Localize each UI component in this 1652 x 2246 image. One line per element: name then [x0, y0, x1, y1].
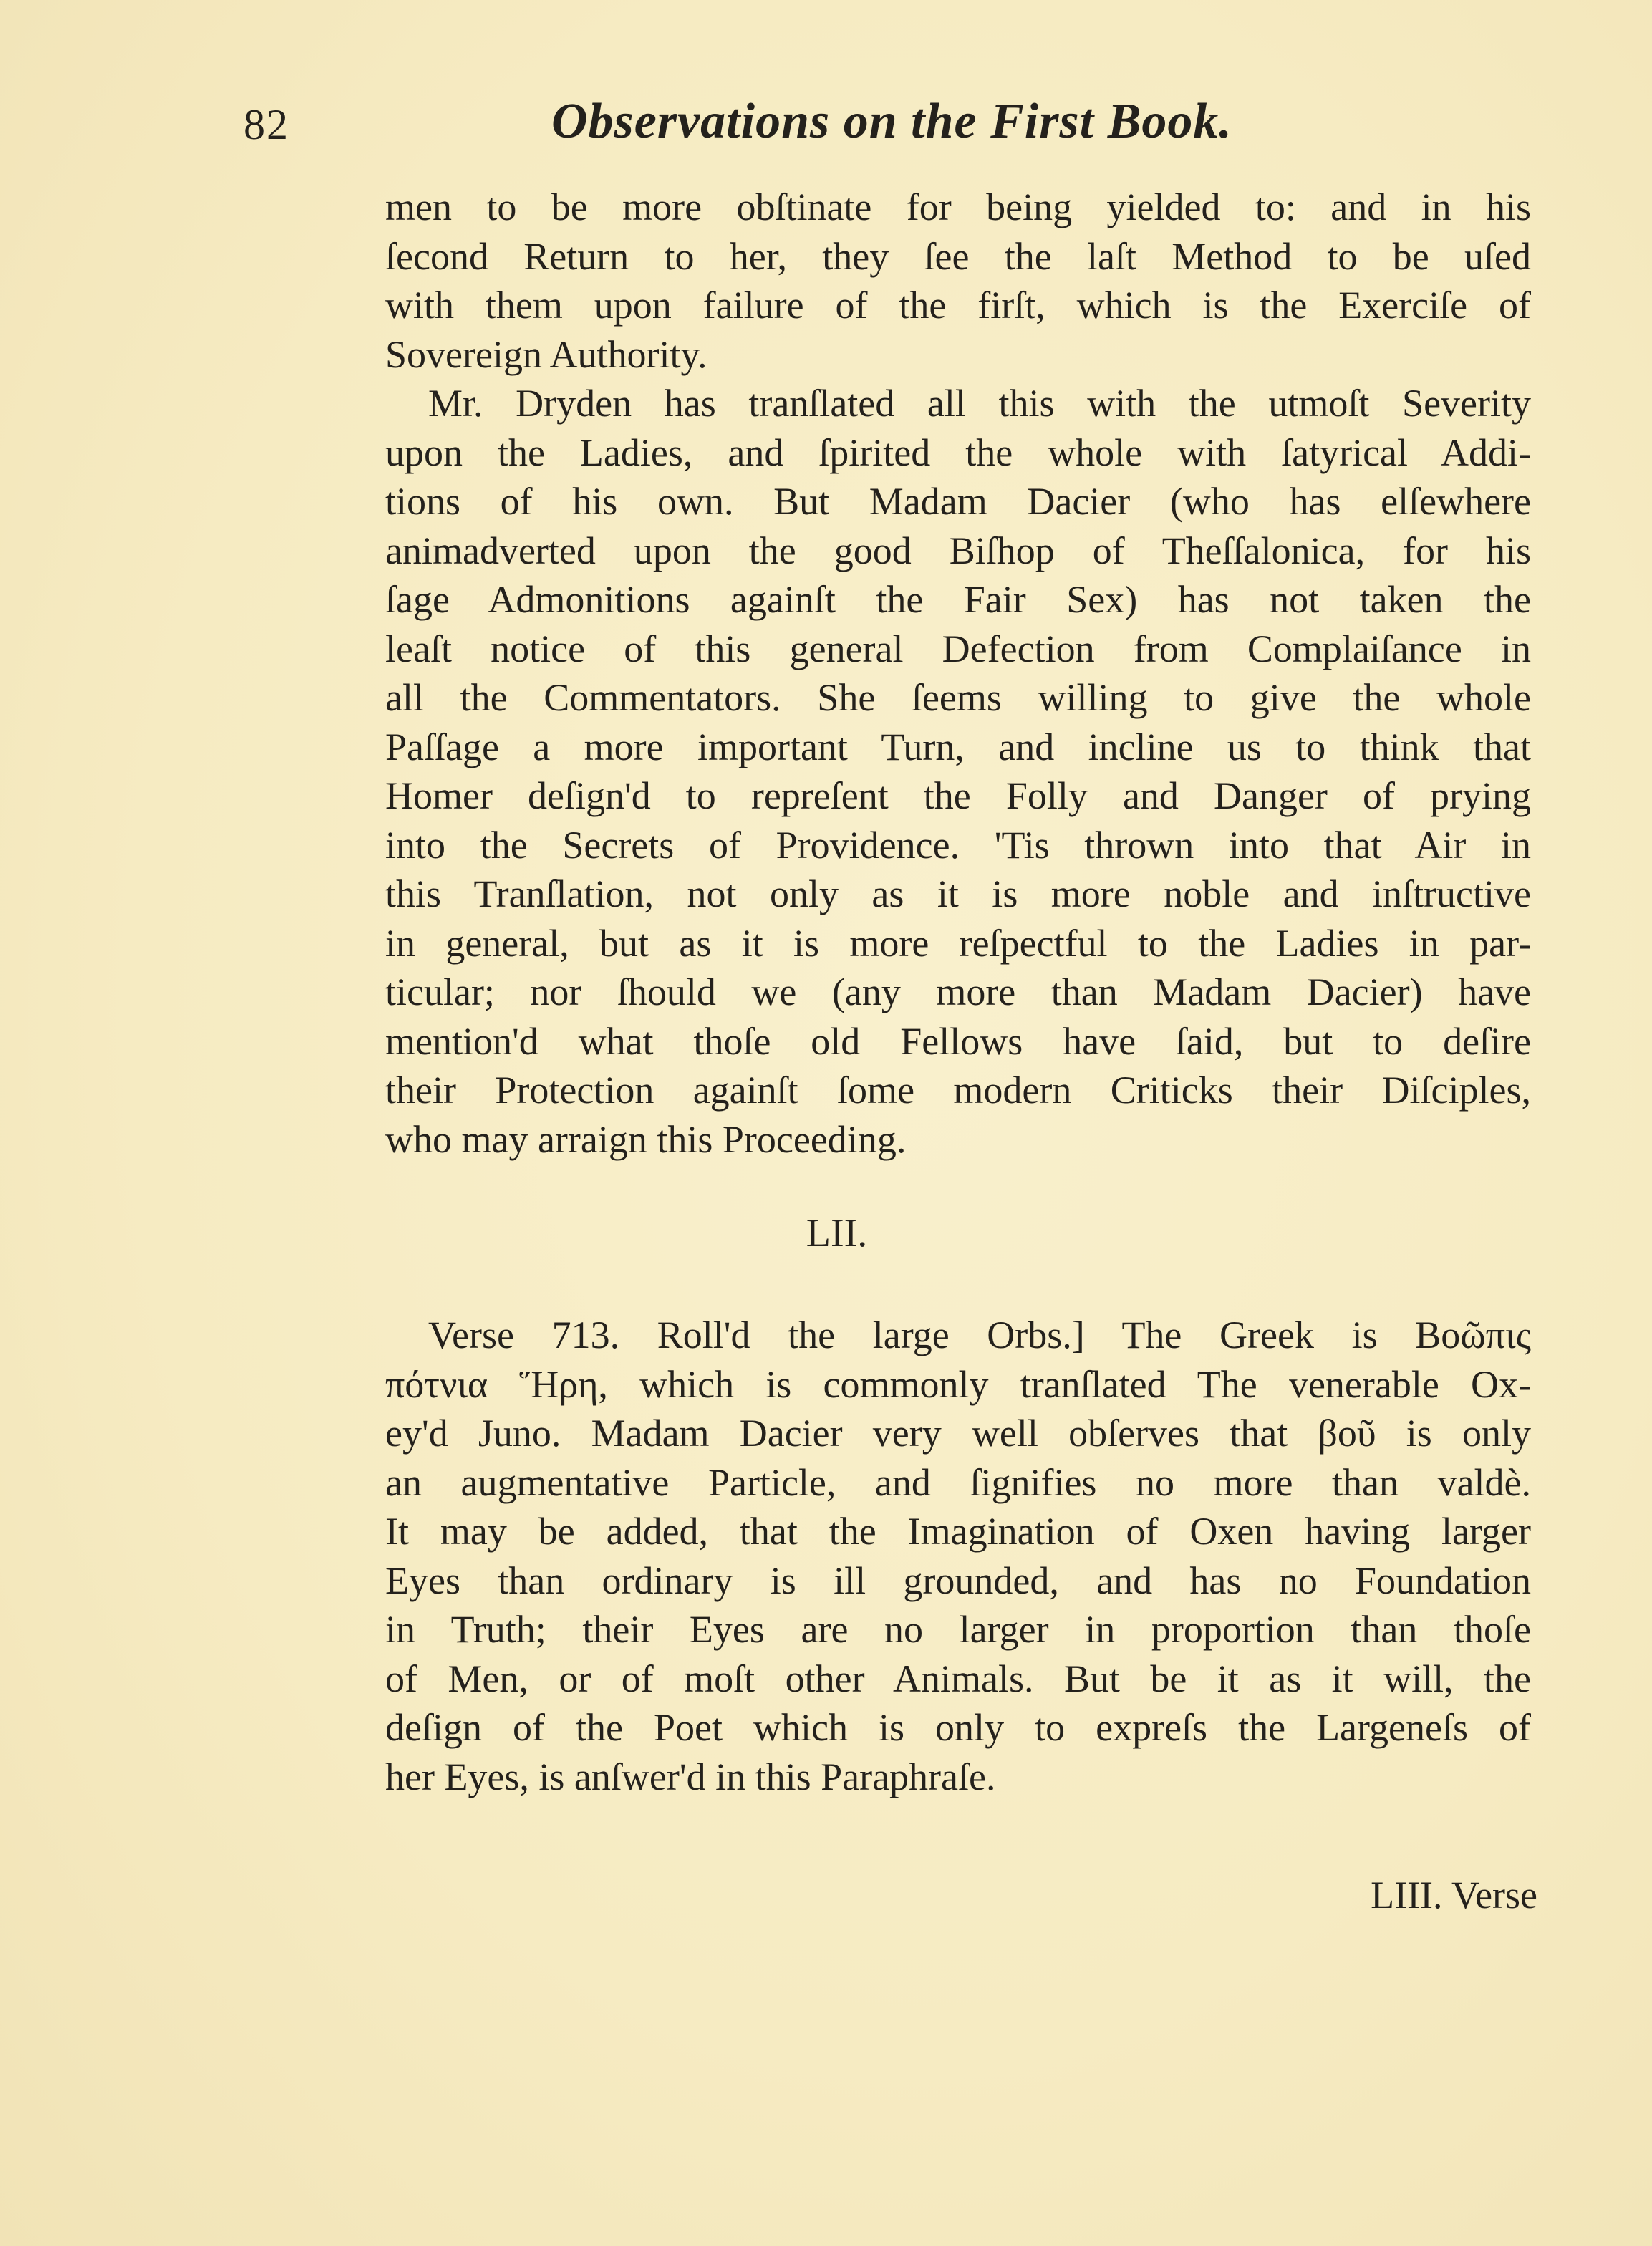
- text-line: πότνια Ἥρη, which is commonly tranſlated The venerable Ox-: [385, 1362, 1531, 1406]
- text-line: ſage Admonitions againſt the Fair Sex) has not taken the: [385, 578, 1531, 621]
- page-number: 82: [243, 101, 289, 148]
- text-line: who may arraign this Proceeding.: [385, 1117, 907, 1161]
- text-line: Eyes than ordinary is ill grounded, and has no Foundation: [385, 1558, 1531, 1602]
- text-line: Homer deſign'd to repreſent the Folly and Danger of prying: [385, 774, 1531, 817]
- text-line: with them upon failure of the firſt, which is the Exerciſe of: [385, 284, 1531, 327]
- text-line: upon the Ladies, and ſpirited the whole with ſatyrical Addi-: [385, 430, 1531, 474]
- text-line: Verse 713. Roll'd the large Orbs.] The Greek is Βοῶπις: [428, 1314, 1531, 1356]
- text-line: tions of his own. But Madam Dacier (who has elſewhere: [385, 480, 1531, 523]
- text-line: Paſſage a more important Turn, and incline us to think that: [385, 725, 1531, 768]
- text-line: animadverted upon the good Biſhop of Theſſalonica, for his: [385, 529, 1531, 572]
- text-line: an augmentative Particle, and ſignifies no more than valdè.: [385, 1460, 1531, 1504]
- text-line: in general, but as it is more reſpectful to the Ladies in par-: [385, 921, 1531, 965]
- catchword: LIII. Verse: [1371, 1874, 1537, 1917]
- text-line: deſign of the Poet which is only to expreſs the Largeneſs of: [385, 1706, 1531, 1749]
- text-line: Sovereign Authority.: [385, 332, 707, 376]
- running-head: Observations on the First Book.: [551, 94, 1232, 149]
- text-line: ſecond Return to her, they ſee the laſt Method to be uſed: [385, 234, 1531, 278]
- text-line: mention'd what thoſe old Fellows have ſaid, but to deſire: [385, 1019, 1531, 1063]
- text-line: this Tranſlation, not only as it is more noble and inſtructive: [385, 872, 1531, 915]
- passage-2: [385, 1311, 1531, 1801]
- text-line: of Men, or of moſt other Animals. But be it as it will, the: [385, 1657, 1531, 1700]
- text-line: men to be more obſtinate for being yielded to: and in his: [385, 185, 1531, 228]
- text-line: all the Commentators. She ſeems willing to give the whole: [385, 676, 1531, 719]
- section-heading: LII.: [806, 1211, 868, 1255]
- text-line: leaſt notice of this general Defection from Complaiſance in: [385, 627, 1531, 670]
- text-line: ey'd Juno. Madam Dacier very well obſerves that βοῦ is only: [385, 1412, 1531, 1455]
- text-line: in Truth; their Eyes are no larger in proportion than thoſe: [385, 1608, 1531, 1651]
- text-line: her Eyes, is anſwer'd in this Paraphraſe.: [385, 1755, 996, 1798]
- text-line: ticular; nor ſhould we (any more than Madam Dacier) have: [385, 970, 1531, 1013]
- text-line: into the Secrets of Providence. 'Tis thrown into that Air in: [385, 823, 1531, 867]
- text-line: their Protection againſt ſome modern Criticks their Diſciples,: [385, 1069, 1531, 1112]
- text-line: Mr. Dryden has tranſlated all this with the utmoſt Severity: [428, 382, 1531, 425]
- text-line: It may be added, that the Imagination of Oxen having larger: [385, 1510, 1531, 1553]
- passage-1: [385, 183, 1531, 1164]
